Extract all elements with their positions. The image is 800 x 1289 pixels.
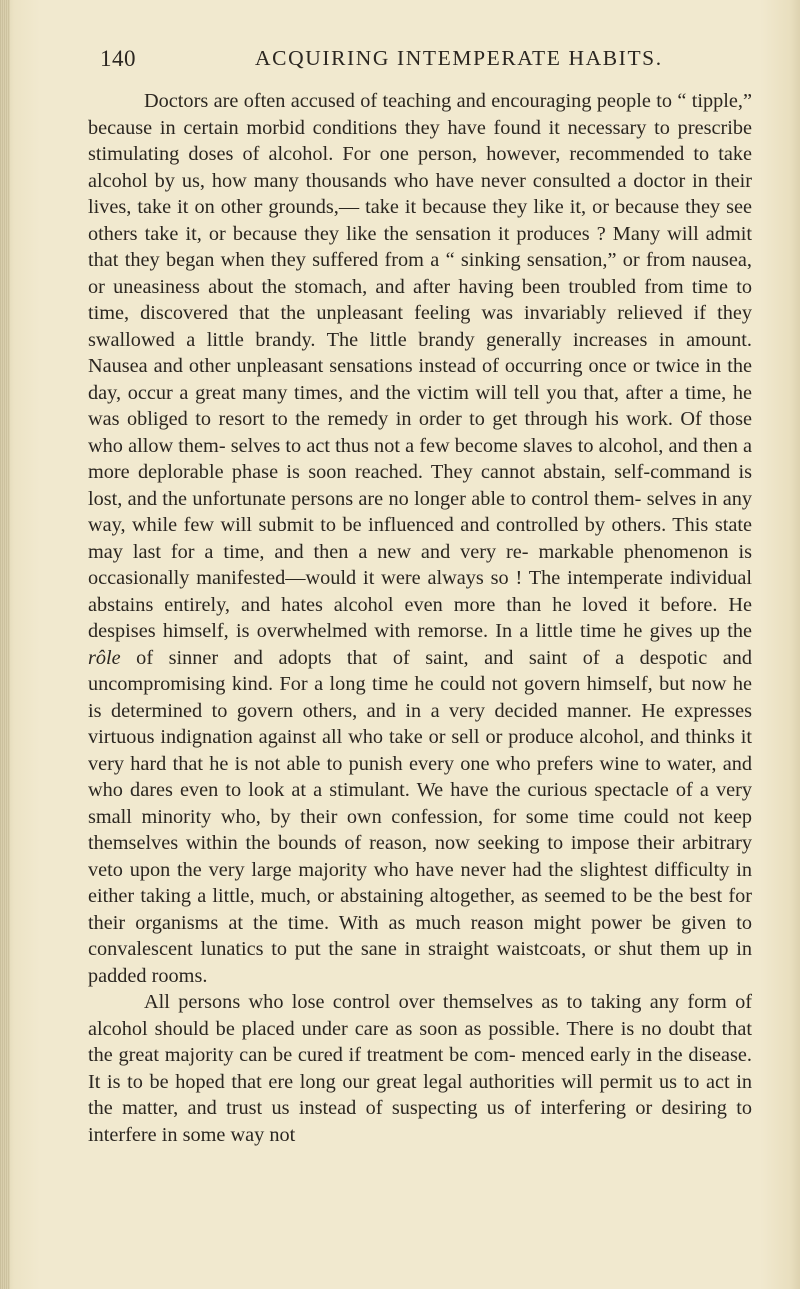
body-text [88, 88, 752, 1148]
paragraph-1 [88, 88, 752, 989]
paragraph-2: All persons who lose control over themselves as to taking any form of alcohol should be placed under care as soon as possible. There is no doubt that the great majority can be cured if treatment be com- menced early in the disease. It is to be hoped that ere long our great legal authorities will permit us to act in the matter, and trust us instead of suspecting us of interfering or desiring to interfere in some way not [88, 991, 752, 1146]
page-binding-edge [0, 0, 10, 1289]
page-header [100, 46, 750, 76]
paragraph-1-text-a: Doctors are often accused of teaching and encouraging people to “ tipple,” because in certain morbid conditions they have found it necessary to prescribe stimulating doses of alcohol. For one person, however, recommended to take alcohol by us, how many thousands who have never consulted a doctor in their lives, take it on other grounds,— take it because they like it, or because they see others take it, or because they like the sensation it produces ? Many will admit that they began when they suffered from a “ sinking sensation,” or from nausea, or uneasiness about the stomach, and after having been troubled from time to time, discovered that the unpleasant feeling was invariably relieved if they swallowed a little brandy. The little brandy generally increases in amount. Nausea and other unpleasant sensations instead of occurring once or twice in the day, occur a great many times, and the victim will tell you that, after a time, he was obliged to resort to the remedy in order to get through his work. Of those who allow them- selves to act thus not a few become slaves to alcohol, and then a more deplorable phase is soon reached. They cannot abstain, self-command is lost, and the unfortunate persons are no longer able to control them- selves in any way, while few will submit to be influenced and controlled by others. This state may last for a time, and then a new and very re- markable phenomenon is occasionally manifested—would it were always so ! The intemperate individual abstains entirely, and hates alcohol even more than he loved it before. He despises himself, is overwhelmed with remorse. In a little time he gives up the [88, 90, 752, 642]
italic-role-word: rôle [88, 646, 121, 669]
running-head: ACQUIRING INTEMPERATE HABITS. [255, 46, 663, 70]
page-number: 140 [100, 46, 136, 71]
paragraph-1-text-b: of sinner and adopts that of saint, and saint of a despotic and uncompromising kind. For a long time he could not govern himself, but now he is determined to govern others, and in a very decided manner. He expresses virtuous indignation against all who take or sell or produce alcohol, and thinks it very hard that he is not able to punish every one who prefers wine to water, and who dares even to look at a stimulant. We have the curious spectacle of a very small minority who, by their own confession, for some time could not keep themselves within the bounds of reason, now seeking to impose their arbitrary veto upon the very large majority who have never had the slightest difficulty in either taking a little, much, or abstaining altogether, as seemed to be the best for their organisms at the time. With as much reason might power be given to convalescent lunatics to put the sane in straight waistcoats, or shut them up in padded rooms. [88, 646, 752, 987]
